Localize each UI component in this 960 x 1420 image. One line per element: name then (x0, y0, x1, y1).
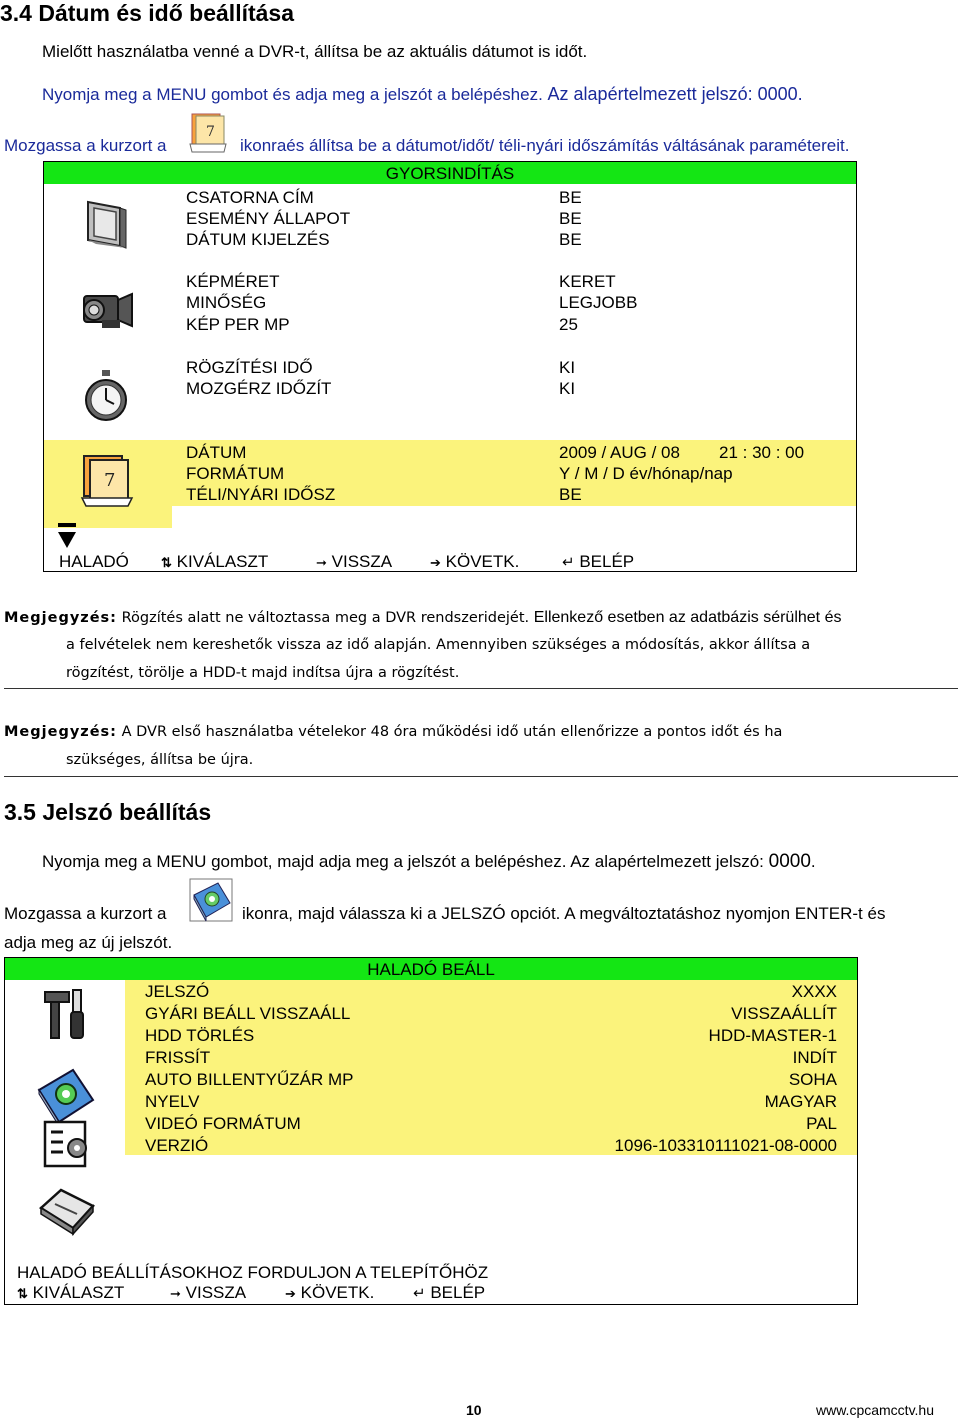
period: . (810, 852, 816, 871)
row-value[interactable]: BE (559, 485, 582, 504)
next-label: KÖVETK. (300, 1283, 375, 1302)
row-value[interactable]: KI (559, 358, 576, 377)
enter-hint (562, 552, 634, 572)
website-link[interactable]: www.cpcamcctv.hu (816, 1402, 934, 1418)
intro-line: Mielőtt használatba venné a DVR-t, állítsa be az aktuális dátumot is időt. (42, 42, 588, 61)
row-value[interactable]: SOHA (788, 1070, 837, 1089)
row-label[interactable]: CSATORNA CÍM (186, 188, 314, 207)
row-label[interactable]: MOZGÉRZ IDŐZÍT (186, 379, 332, 398)
enter-icon: ↵ (413, 1285, 426, 1302)
checklist-icon[interactable] (41, 1118, 95, 1175)
select-label: KIVÁLASZT (32, 1283, 125, 1302)
row-label[interactable]: VERZIÓ (145, 1136, 209, 1155)
right-arrow-icon: ➔ (285, 1286, 296, 1301)
select-hint (17, 1283, 124, 1303)
left-arrow-icon: ➞ (170, 1286, 181, 1301)
section-title-datetime: 3.4 Dátum és idő beállítása (0, 0, 295, 26)
monitor-icon[interactable] (84, 198, 130, 259)
enter-icon: ↵ (562, 554, 575, 571)
note1-text-b: Ellenkező esetben az adatbázis sérülhet és (533, 609, 842, 626)
calendar-icon (186, 110, 230, 154)
network-icon[interactable] (37, 1184, 97, 1241)
camera-icon[interactable] (80, 286, 136, 339)
row-value[interactable]: LEGJOBB (559, 293, 638, 312)
page-number: 10 (466, 1402, 482, 1418)
row-value[interactable]: KI (559, 379, 576, 398)
back-hint (170, 1283, 246, 1303)
row-value[interactable]: BE (559, 188, 582, 207)
scroll-down-icon[interactable] (56, 522, 78, 555)
row-label[interactable]: KÉPMÉRET (186, 272, 280, 291)
note-label: Megjegyzés: (4, 610, 117, 626)
row-value[interactable]: Y / M / D év/hónap/nap (559, 464, 733, 483)
note2-line2: szükséges, állítsa be újra. (66, 752, 254, 768)
row-label[interactable]: FORMÁTUM (186, 464, 285, 483)
default-password-text: Az alapértelmezett jelszó: 0000. (547, 84, 803, 104)
row-value[interactable]: PAL (806, 1114, 837, 1133)
tools-icon[interactable] (39, 986, 91, 1047)
advanced-button[interactable]: HALADÓ (59, 552, 129, 571)
note2-text: A DVR első használatba vételekor 48 óra működési idő után ellenőrizze a pontos időt és ha (116, 724, 783, 740)
right-arrow-icon: ➔ (430, 555, 441, 570)
stopwatch-icon[interactable] (82, 368, 130, 429)
next-hint (430, 552, 519, 572)
row-value[interactable]: XXXX (791, 982, 837, 1001)
row-label[interactable]: RÖGZÍTÉSI IDŐ (186, 358, 313, 377)
svg-text:7: 7 (104, 470, 116, 491)
row-label[interactable]: FRISSÍT (145, 1048, 211, 1067)
cursor-instruction-label: Mozgassa a kurzort a (4, 136, 167, 155)
row-value[interactable]: MAGYAR (764, 1092, 837, 1111)
note1-line3: rögzítést, törölje a HDD-t majd indítsa újra a rögzítést. (66, 665, 460, 681)
menu-instruction-text: Nyomja meg a MENU gombot és adja meg a jelszót a belépéshez. (42, 85, 548, 104)
enter-label: BELÉP (430, 1283, 486, 1302)
row-label[interactable]: KÉP PER MP (186, 315, 290, 334)
advanced-header: HALADÓ BEÁLL (5, 958, 857, 980)
date-value[interactable]: 2009 / AUG / 08 (559, 443, 680, 462)
row-label[interactable]: MINŐSÉG (186, 293, 267, 312)
row-value[interactable]: VISSZAÁLLÍT (731, 1004, 837, 1023)
updown-arrows-icon: ⇅ (161, 555, 172, 570)
note1-line2: a felvételek nem kereshetők vissza az idő alapján. Amennyiben szükséges a módosítás, akkor állítsa a (66, 637, 811, 653)
updown-arrows-icon: ⇅ (17, 1286, 28, 1301)
select-label: KIVÁLASZT (176, 552, 269, 571)
row-label[interactable]: DÁTUM KIJELZÉS (186, 230, 330, 249)
row-label[interactable]: GYÁRI BEÁLL VISSZAÁLL (145, 1004, 351, 1023)
svg-text:7: 7 (206, 124, 215, 140)
menu-instruction-line (42, 84, 803, 105)
time-value[interactable]: 21 : 30 : 00 (719, 443, 805, 462)
divider (4, 688, 958, 689)
note1-text-a: Rögzítés alatt ne változtassa meg a DVR rendszeridejét. (116, 610, 534, 626)
row-label[interactable]: ESEMÉNY ÁLLAPOT (186, 209, 351, 228)
note2-line1 (4, 724, 782, 740)
row-value[interactable]: INDÍT (792, 1048, 837, 1067)
row-value[interactable]: KERET (559, 272, 616, 291)
next-hint (285, 1283, 374, 1303)
enter-label: BELÉP (579, 552, 635, 571)
quickstart-header: GYORSINDÍTÁS (44, 162, 856, 184)
row-label[interactable]: NYELV (145, 1092, 200, 1111)
divider (4, 776, 958, 777)
note-label: Megjegyzés: (4, 724, 117, 740)
row-label[interactable]: TÉLI/NYÁRI IDŐSZ (186, 485, 336, 504)
quickstart-menu (43, 161, 857, 572)
row-label[interactable]: HDD TÖRLÉS (145, 1026, 255, 1045)
row-label[interactable]: JELSZÓ (145, 982, 210, 1001)
row-label[interactable]: AUTO BILLENTYŰZÁR MP (145, 1070, 354, 1089)
password-instruction-text: Nyomja meg a MENU gombot, majd adja meg a jelszót a belépéshez. Az alapértelmezett jelszó: (42, 852, 769, 871)
new-password-instruction: adja meg az új jelszót. (4, 933, 173, 952)
back-label: VISSZA (331, 552, 393, 571)
section-title-password: 3.5 Jelszó beállítás (4, 799, 212, 825)
cursor-instruction-label: Mozgassa a kurzort a (4, 904, 167, 923)
back-label: VISSZA (185, 1283, 247, 1302)
enter-hint (413, 1283, 485, 1303)
row-value[interactable]: HDD-MASTER-1 (708, 1026, 837, 1045)
cursor-instruction-text: ikonraés állítsa be a dátumot/időt/ téli-nyári időszámítás váltásának paramétereit. (240, 136, 850, 155)
default-password-value: 0000 (768, 851, 811, 872)
back-hint (316, 552, 392, 572)
advanced-menu (4, 957, 858, 1305)
row-label[interactable]: DÁTUM (186, 443, 247, 462)
note1-line1 (4, 609, 841, 627)
settings-disk-icon (188, 877, 234, 923)
calendar-icon[interactable] (78, 452, 136, 513)
row-label[interactable]: VIDEÓ FORMÁTUM (145, 1114, 301, 1133)
row-value[interactable]: 1096-103310111021-08-0000 (614, 1136, 837, 1155)
left-arrow-icon: ➞ (316, 555, 327, 570)
installer-notice: HALADÓ BEÁLLÍTÁSOKHOZ FORDULJON A TELEPÍTŐHÖZ (17, 1263, 489, 1282)
row-value[interactable]: 25 (559, 315, 578, 334)
next-label: KÖVETK. (445, 552, 520, 571)
row-value[interactable]: BE (559, 209, 582, 228)
row-value[interactable]: BE (559, 230, 582, 249)
cursor-instruction-text: ikonra, majd válassza ki a JELSZÓ opciót. A megváltoztatáshoz nyomjon ENTER-t és (242, 904, 886, 923)
select-hint (161, 552, 268, 572)
password-instruction-line (42, 851, 816, 873)
